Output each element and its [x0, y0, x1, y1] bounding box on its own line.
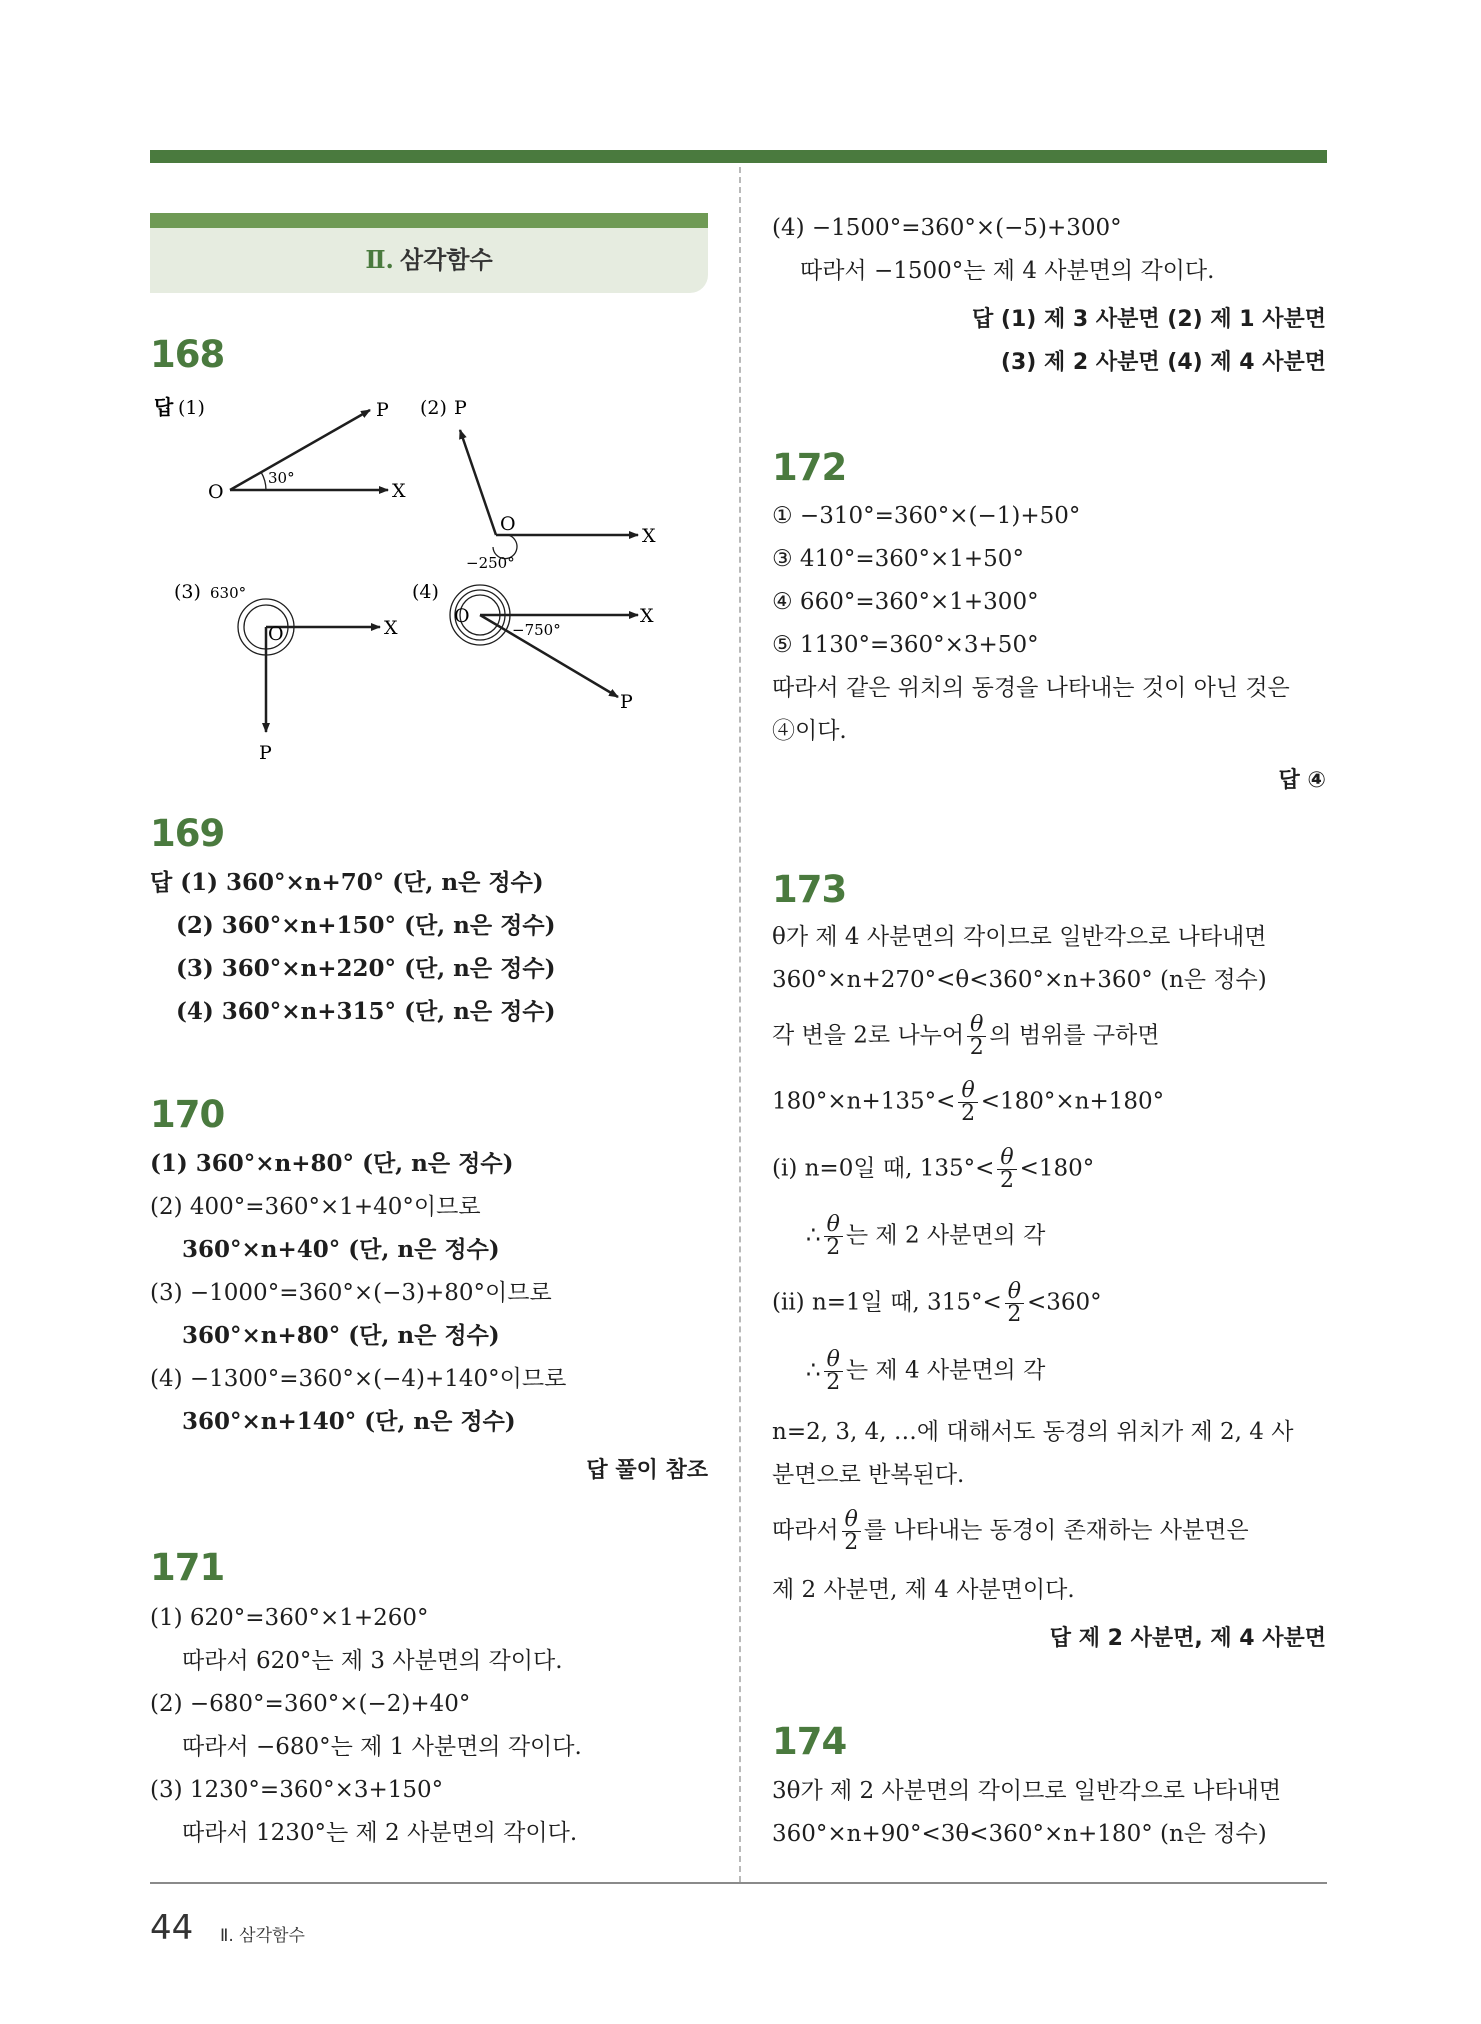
problem-number-172: 172 [772, 446, 847, 489]
p173-answer: 답 제 2 사분면, 제 4 사분면 [1049, 1626, 1326, 1651]
p173-line [772, 1281, 1102, 1326]
angle-label-3: 630° [210, 584, 247, 602]
angle-label-2: −250° [466, 554, 515, 572]
label-P-2: P [454, 397, 467, 419]
diagram-3-label: (3) [174, 581, 201, 603]
p170-line: 360°×n+40° (단, n은 정수) [182, 1236, 500, 1263]
footer-chapter-label: Ⅱ. 삼각함수 [220, 1926, 305, 1946]
chapter-header [150, 213, 708, 293]
p173-line [806, 1349, 1045, 1394]
p172-line: ④ 660°=360°×1+300° [772, 589, 1039, 615]
label-X-4: X [640, 605, 654, 627]
label-X-1: X [392, 480, 406, 502]
fraction [967, 1014, 986, 1059]
frac-num: θ [958, 1080, 977, 1103]
frac-den: 2 [844, 1530, 859, 1555]
p170-line: (2) 400°=360°×1+40°이므로 [150, 1194, 481, 1220]
problem-number-168: 168 [150, 333, 225, 376]
frac-num: θ [842, 1509, 861, 1532]
p173-line: 분면으로 반복된다. [772, 1462, 965, 1488]
label-X-2: X [642, 525, 656, 547]
label-O-1: O [208, 481, 224, 503]
angle-label-4: −750° [512, 621, 561, 639]
frac-num: θ [824, 1349, 843, 1372]
p169-line: (3) 360°×n+220° (단, n은 정수) [176, 955, 556, 982]
p172-line: ① −310°=360°×(−1)+50° [772, 503, 1081, 529]
chapter-name: 삼각함수 [399, 246, 493, 274]
text: <180°×n+180° [980, 1088, 1165, 1115]
bottom-rule [150, 1882, 1327, 1884]
fraction [824, 1349, 843, 1394]
diagram-4-label: (4) [412, 581, 439, 603]
diagram-4 [450, 585, 654, 713]
answer-label: 답 [154, 395, 174, 419]
label-X-3: X [384, 617, 398, 639]
fraction [1005, 1281, 1024, 1326]
problem-number-174: 174 [772, 1720, 847, 1763]
fraction [958, 1080, 977, 1125]
fraction [842, 1509, 861, 1554]
p173-line [772, 1509, 1249, 1554]
p173-line [772, 1014, 1160, 1059]
text: 의 범위를 구하면 [989, 1022, 1160, 1049]
p173-line: θ가 제 4 사분면의 각이므로 일반각으로 나타내면 [772, 924, 1267, 950]
text: 는 제 2 사분면의 각 [845, 1222, 1046, 1249]
p173-line [806, 1214, 1045, 1259]
p173-line [772, 1147, 1094, 1192]
text: 는 제 4 사분면의 각 [845, 1357, 1046, 1384]
label-P-4: P [620, 691, 633, 713]
text: 180°×n+135°< [772, 1088, 956, 1115]
text: ∴ [806, 1222, 821, 1249]
p172-line: 따라서 같은 위치의 동경을 나타내는 것이 아닌 것은 [772, 675, 1290, 701]
frac-num: θ [967, 1014, 986, 1037]
frac-num: θ [1005, 1281, 1024, 1304]
p170-line: 360°×n+140° (단, n은 정수) [182, 1408, 516, 1435]
diagram-1-label: (1) [178, 397, 205, 419]
text: <360° [1026, 1289, 1102, 1316]
p173-line: 360°×n+270°<θ<360°×n+360° (n은 정수) [772, 967, 1267, 993]
diagram-2-label: (2) [420, 397, 447, 419]
label-O-3: O [268, 623, 284, 645]
p170-answer: 답 풀이 참조 [586, 1458, 708, 1483]
diagram-2 [454, 397, 656, 572]
problem-number-171: 171 [150, 1546, 225, 1589]
text: ∴ [806, 1357, 821, 1384]
p170-line: 360°×n+80° (단, n은 정수) [182, 1322, 500, 1349]
p171-line: (1) 620°=360°×1+260° [150, 1605, 429, 1631]
top-rule [150, 150, 1327, 163]
frac-den: 2 [826, 1235, 841, 1260]
frac-den: 2 [1000, 1168, 1014, 1193]
diagram-1 [208, 399, 406, 503]
text: 를 나타내는 동경이 존재하는 사분면은 [863, 1517, 1249, 1544]
p171-line: (2) −680°=360°×(−2)+40° [150, 1691, 471, 1717]
p169-line: (4) 360°×n+315° (단, n은 정수) [176, 998, 556, 1025]
angle-label-1: 30° [268, 469, 295, 487]
label-O-4: O [454, 605, 470, 627]
problem-number-170: 170 [150, 1093, 225, 1136]
p172-line: ③ 410°=360°×1+50° [772, 546, 1024, 572]
p172-line: ⑤ 1130°=360°×3+50° [772, 632, 1039, 658]
p171-answer: (3) 제 2 사분면 (4) 제 4 사분면 [1000, 350, 1326, 375]
frac-den: 2 [1007, 1302, 1022, 1327]
frac-num: θ [997, 1147, 1016, 1170]
frac-den: 2 [961, 1101, 976, 1126]
p173-line [772, 1080, 1164, 1125]
p172-answer: 답 ④ [1278, 768, 1326, 793]
p169-line: 답 (1) 360°×n+70° (단, n은 정수) [150, 869, 544, 896]
diagram-3 [210, 584, 398, 764]
text: <180° [1019, 1155, 1095, 1182]
p171-answer: 답 (1) 제 3 사분면 (2) 제 1 사분면 [972, 307, 1326, 332]
p174-line: 360°×n+90°<3θ<360°×n+180° (n은 정수) [772, 1821, 1267, 1847]
text: (i) n=0일 때, 135°< [772, 1155, 995, 1182]
problem-168-diagrams [148, 390, 708, 770]
p171-line: (4) −1500°=360°×(−5)+300° [772, 215, 1122, 241]
page-number: 44 [150, 1908, 194, 1948]
p171-line: 따라서 −680°는 제 1 사분면의 각이다. [182, 1734, 582, 1760]
label-P-1: P [376, 399, 389, 421]
problem-number-169: 169 [150, 812, 225, 855]
label-O-2: O [500, 513, 516, 535]
label-P-3: P [259, 742, 272, 764]
p171-line: 따라서 1230°는 제 2 사분면의 각이다. [182, 1820, 578, 1846]
text: (ii) n=1일 때, 315°< [772, 1289, 1002, 1316]
frac-den: 2 [826, 1370, 841, 1395]
text: 각 변을 2로 나누어 [772, 1022, 965, 1049]
p171-line: (3) 1230°=360°×3+150° [150, 1777, 444, 1803]
p172-line: ④이다. [772, 718, 847, 744]
fraction [824, 1214, 843, 1259]
p173-line: 제 2 사분면, 제 4 사분면이다. [772, 1577, 1075, 1603]
p170-line: (3) −1000°=360°×(−3)+80°이므로 [150, 1280, 552, 1306]
frac-den: 2 [969, 1035, 984, 1060]
chapter-title [150, 240, 708, 275]
fraction [997, 1147, 1016, 1192]
p170-line: (4) −1300°=360°×(−4)+140°이므로 [150, 1366, 567, 1392]
text: 따라서 [772, 1517, 839, 1544]
column-divider [739, 167, 741, 1882]
p174-line: 3θ가 제 2 사분면의 각이므로 일반각으로 나타내면 [772, 1778, 1282, 1804]
p169-line: (2) 360°×n+150° (단, n은 정수) [176, 912, 556, 939]
p171-line: 따라서 620°는 제 3 사분면의 각이다. [182, 1648, 563, 1674]
problem-number-173: 173 [772, 868, 847, 911]
chapter-roman: Ⅱ. [365, 245, 394, 274]
p170-line: (1) 360°×n+80° (단, n은 정수) [150, 1150, 514, 1177]
p171-line: 따라서 −1500°는 제 4 사분면의 각이다. [800, 258, 1215, 284]
frac-num: θ [824, 1214, 843, 1237]
p173-line: n=2, 3, 4, …에 대해서도 동경의 위치가 제 2, 4 사 [772, 1419, 1294, 1445]
